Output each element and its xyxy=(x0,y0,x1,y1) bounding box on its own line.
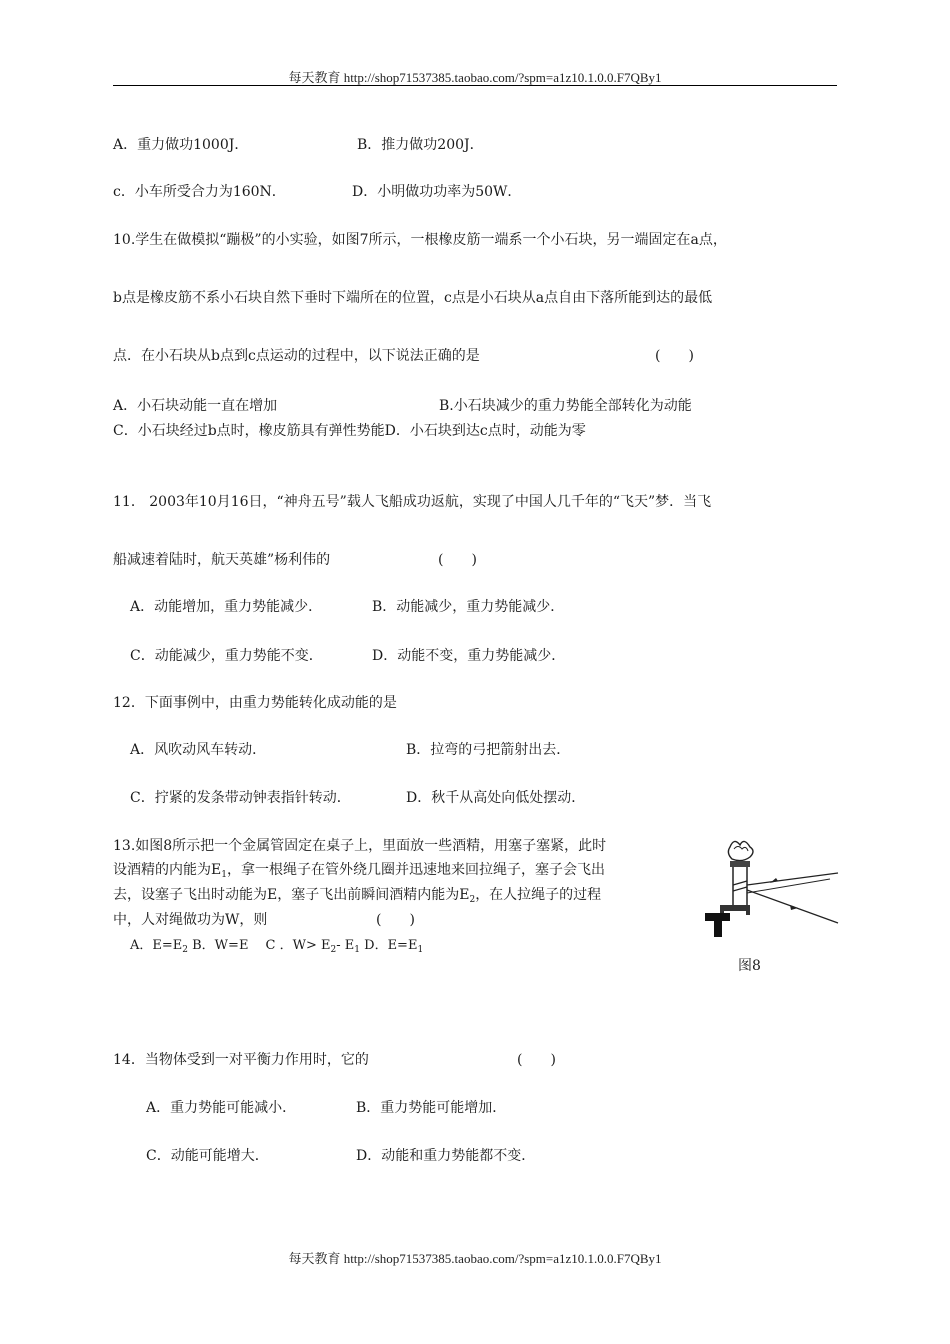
q10-option-a: A．小石块动能一直在增加 xyxy=(113,398,278,414)
q11-stem-line2: 船减速着陆时，航天英雄”杨利伟的 xyxy=(113,552,331,568)
q13-line2-part1: 设酒精的内能为E xyxy=(113,862,222,878)
q13-sub-e2: 2 xyxy=(469,895,476,905)
q13-line2-part2: ，拿一根绳子在管外绕几圈并迅速地来回拉绳子，塞子会飞出 xyxy=(226,862,605,878)
figure-8-metal-tube-illustration xyxy=(700,835,840,955)
q13-stem-line2 xyxy=(113,860,605,885)
q13-option-d: D．E=E xyxy=(360,938,418,953)
q14-option-d: D．动能和重力势能都不变． xyxy=(356,1148,536,1164)
q11-stem-line1: 11． 2003年10月16日，“神舟五号”载人飞船成功返航，实现了中国人几千年的“飞天”梦．当飞 xyxy=(113,494,712,510)
page-footer: 每天教育 http://shop71537385.taobao.com/?spm=a1z10.1.0.0.F7QBy1 xyxy=(288,1251,662,1266)
q11-option-b: B．动能减少，重力势能减少． xyxy=(372,599,565,615)
q13-stem-line1: 13.如图8所示把一个金属管固定在桌子上，里面放一些酒精，用塞子塞紧，此时 xyxy=(113,838,607,854)
q10-stem-line1: 10.学生在做模拟“蹦极”的小实验，如图7所示，一根橡皮筋一端系一个小石块，另一端固定在a点， xyxy=(113,232,727,248)
q12-stem: 12．下面事例中，由重力势能转化成动能的是 xyxy=(113,695,397,711)
q9-option-c: c．小车所受合力为160N． xyxy=(113,184,286,200)
q9-option-a: A．重力做功1000J． xyxy=(113,137,249,153)
q13-stem-line3 xyxy=(113,885,601,910)
q11-answer-paren: ( ) xyxy=(438,552,477,568)
q11-option-d: D．动能不变，重力势能减少． xyxy=(372,648,566,664)
q14-stem: 14．当物体受到一对平衡力作用时，它的 xyxy=(113,1052,369,1068)
q10-stem-line3: 点．在小石块从b点到c点运动的过程中，以下说法正确的是 xyxy=(113,348,480,364)
q13-option-a-sub: 2 xyxy=(182,945,188,955)
q13-stem-line4: 中，人对绳做功为W，则 xyxy=(113,912,268,928)
q14-answer-paren: ( ) xyxy=(517,1052,556,1068)
q13-option-bc: B．W=E C ．W> E xyxy=(188,938,331,953)
q12-option-c: C．拧紧的发条带动钟表指针转动． xyxy=(130,790,351,806)
q13-option-d-sub: 1 xyxy=(417,945,424,955)
q14-option-b: B．重力势能可能增加． xyxy=(356,1100,507,1116)
q12-option-b: B．拉弯的弓把箭射出去． xyxy=(406,742,571,758)
q13-sub-e1: 1 xyxy=(221,870,227,880)
q13-option-c-sub2: 1 xyxy=(354,945,361,955)
q10-option-cd: C．小石块经过b点时，橡皮筋具有弹性势能D．小石块到达c点时，动能为零 xyxy=(113,423,586,439)
header-rule xyxy=(113,85,837,86)
q13-line3-part2: ，在人拉绳子的过程 xyxy=(475,887,602,903)
q10-answer-paren: ( ) xyxy=(655,348,694,364)
figure-8-caption: 图8 xyxy=(738,958,761,974)
q13-option-c-rest: - E xyxy=(336,938,355,953)
q11-option-a: A．动能增加，重力势能减少． xyxy=(130,599,323,615)
q12-option-d: D．秋千从高处向低处摆动． xyxy=(406,790,586,806)
q14-option-c: C．动能可能增大． xyxy=(146,1148,269,1164)
q13-options xyxy=(130,936,423,960)
q11-option-c: C．动能减少，重力势能不变． xyxy=(130,648,323,664)
q10-option-b: B.小石块减少的重力势能全部转化为动能 xyxy=(439,398,692,414)
q9-option-b: B．推力做功200J． xyxy=(357,137,484,153)
q12-option-a: A．风吹动风车转动． xyxy=(130,742,267,758)
q13-line3-part1: 去，设塞子飞出时动能为E，塞子飞出前瞬间酒精内能为E xyxy=(113,887,470,903)
page-header: 每天教育 http://shop71537385.taobao.com/?spm=a1z10.1.0.0.F7QBy1 xyxy=(288,70,662,85)
q13-option-a: A．E=E xyxy=(130,938,183,953)
q10-stem-line2: b点是橡皮筋不系小石块自然下垂时下端所在的位置，c点是小石块从a点自由下落所能到达的最低 xyxy=(113,290,713,306)
q14-option-a: A．重力势能可能减小． xyxy=(146,1100,297,1116)
q9-option-d: D．小明做功功率为50W． xyxy=(352,184,522,200)
q13-answer-paren: ( ) xyxy=(376,912,415,928)
q13-option-c-sub: 2 xyxy=(330,945,337,955)
